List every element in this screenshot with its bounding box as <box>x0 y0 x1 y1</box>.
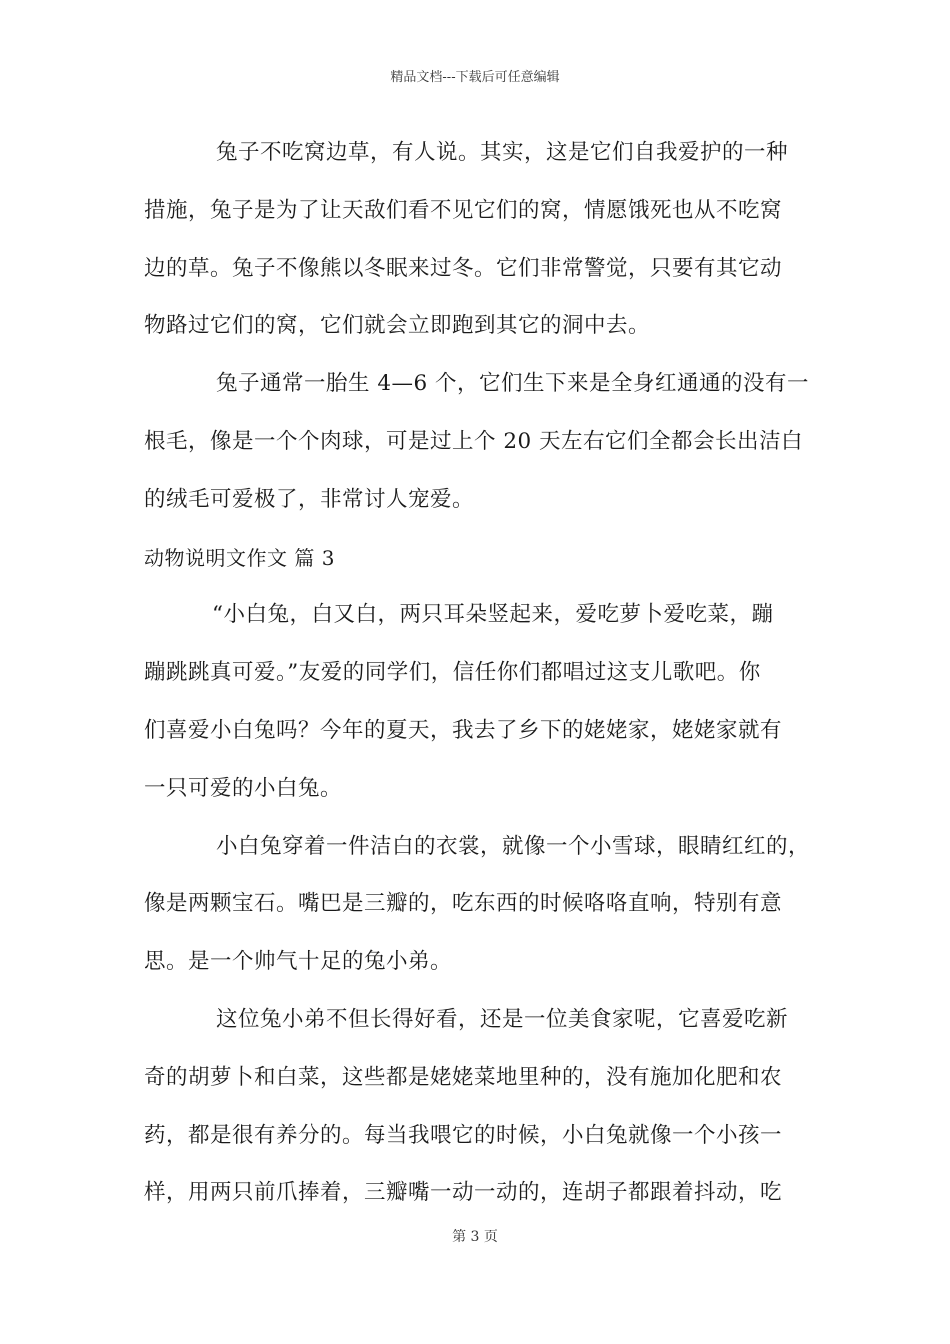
paragraph-line: 蹦跳跳真可爱。”友爱的同学们，信任你们都唱过这支儿歌吧。你 <box>144 660 761 686</box>
paragraph-line: 奇的胡萝卜和白菜，这些都是姥姥菜地里种的，没有施加化肥和农 <box>144 1064 783 1090</box>
paragraph-line: 们喜爱小白兔吗？今年的夏天，我去了乡下的姥姥家，姥姥家就有 <box>144 717 783 743</box>
paragraph-line: 边的草。兔子不像熊以冬眠来过冬。它们非常警觉，只要有其它动 <box>144 255 783 281</box>
paragraph-line: 的绒毛可爱极了，非常讨人宠爱。 <box>144 486 475 512</box>
paragraph-line: 样，用两只前爪捧着，三瓣嘴一动一动的，连胡子都跟着抖动，吃 <box>144 1180 783 1206</box>
paragraph-line: 这位兔小弟不但长得好看，还是一位美食家呢，它喜爱吃新 <box>216 1006 789 1032</box>
paragraph-line: 小白兔穿着一件洁白的衣裳，就像一个小雪球，眼睛红红的， <box>216 833 811 859</box>
paragraph-line: 思。是一个帅气十足的兔小弟。 <box>144 949 453 975</box>
paragraph-line: 物路过它们的窝，它们就会立即跑到其它的洞中去。 <box>144 313 651 339</box>
document-body <box>144 132 824 1230</box>
page-number: 第 3 页 <box>452 1229 498 1245</box>
paragraph-line: 像是两颗宝石。嘴巴是三瓣的，吃东西的时候咯咯直响，特别有意 <box>144 891 783 917</box>
paragraph-line: 措施，兔子是为了让天敌们看不见它们的窝，情愿饿死也从不吃窝 <box>144 197 783 223</box>
paragraph-line: 一只可爱的小白兔。 <box>144 775 343 801</box>
section-heading: 动物说明文作文 篇 3 <box>144 545 335 570</box>
paragraph-line: 兔子通常一胎生 4—6 个，它们生下来是全身红通通的没有一 <box>216 371 810 397</box>
paragraph-line: 药，都是很有养分的。每当我喂它的时候，小白兔就像一个小孩一 <box>144 1122 783 1148</box>
paragraph-line: 根毛，像是一个个肉球，可是过上个 20 天左右它们全都会长出洁白 <box>144 428 804 454</box>
paragraph-line: “小白兔，白又白，两只耳朵竖起来，爱吃萝卜爱吃菜，蹦 <box>212 602 774 628</box>
paragraph-line: 兔子不吃窝边草，有人说。其实，这是它们自我爱护的一种 <box>216 140 789 165</box>
page-header: 精品文档---下载后可任意编辑 <box>390 70 560 85</box>
